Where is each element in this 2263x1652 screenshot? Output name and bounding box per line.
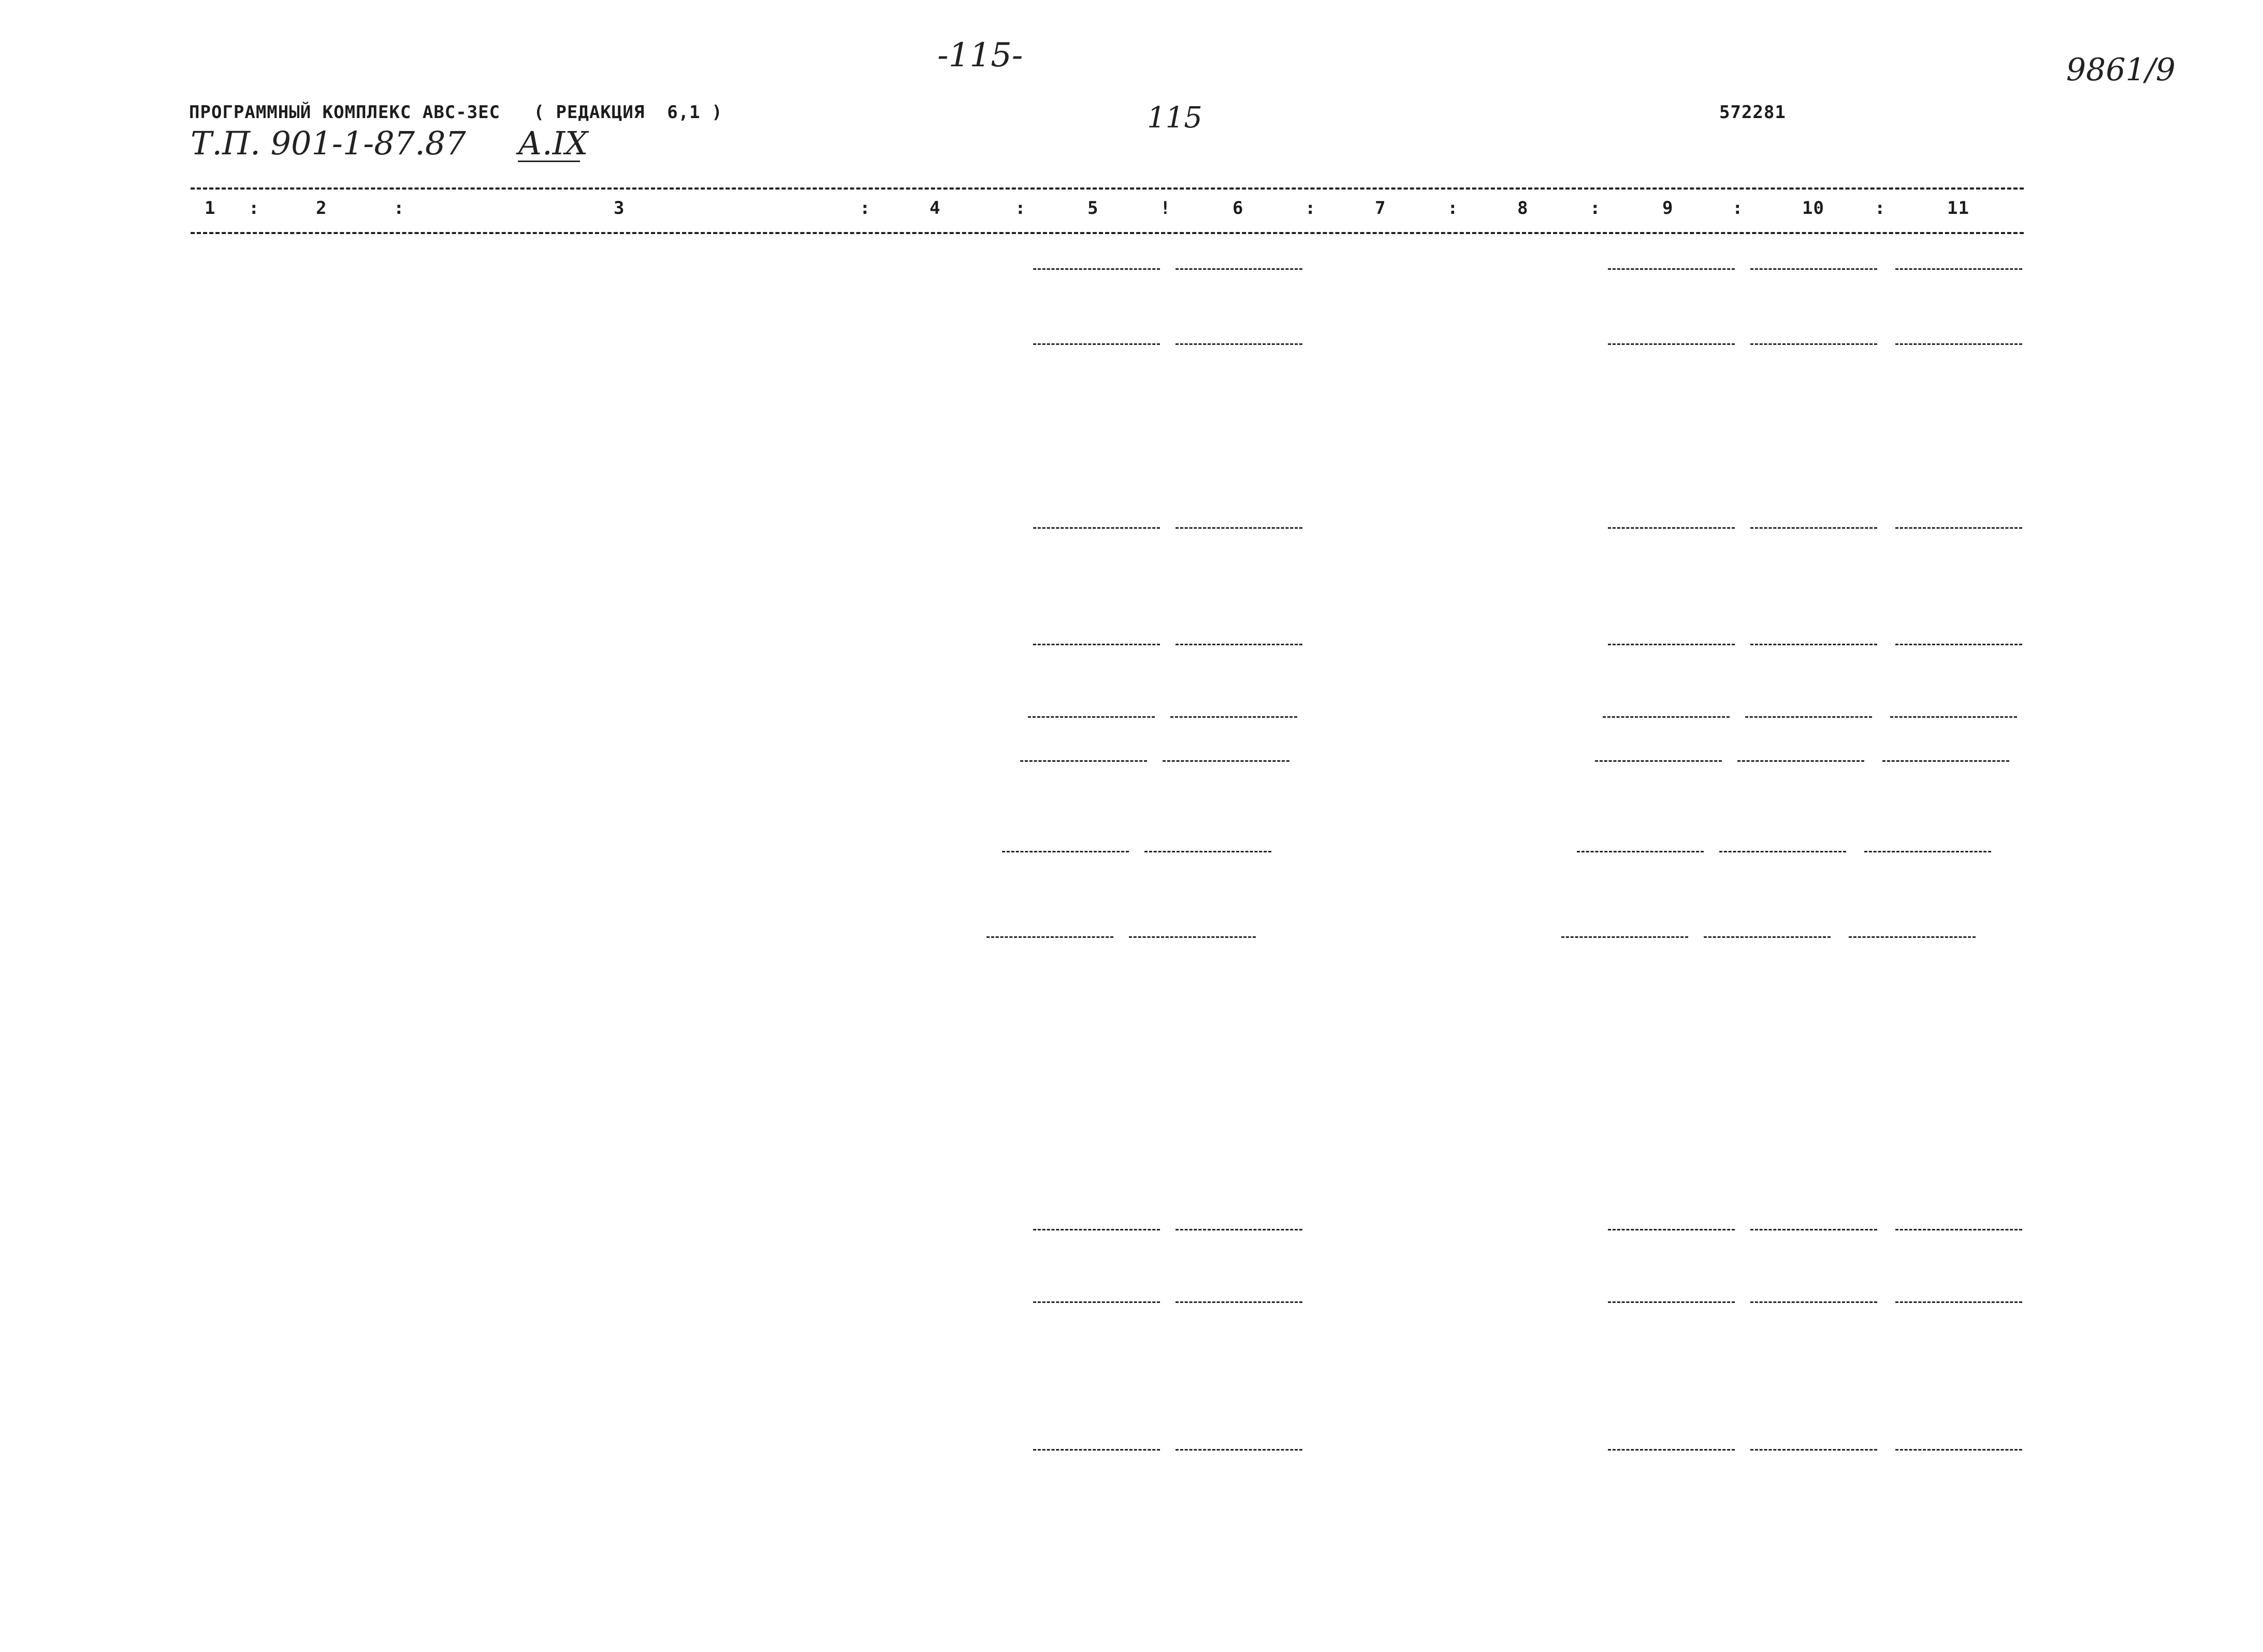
col-sep: : xyxy=(860,198,871,219)
fraction-rule xyxy=(1176,527,1302,529)
fraction-rule xyxy=(1750,268,1877,270)
fraction-rule xyxy=(1561,936,1688,938)
col-sep: : xyxy=(1305,198,1316,219)
fraction-rule xyxy=(1750,1301,1877,1303)
col-header-2: 2 xyxy=(316,198,327,219)
fraction-rule xyxy=(1176,343,1302,345)
col-header-5: 5 xyxy=(1087,198,1099,219)
fraction-rule xyxy=(1882,760,2009,762)
fraction-rule xyxy=(1704,936,1831,938)
fraction-rule xyxy=(1170,716,1297,718)
handwritten-page-mark: -115- xyxy=(937,36,1023,75)
fraction-rule xyxy=(1849,936,1976,938)
fraction-rule xyxy=(1895,268,2022,270)
fraction-rule xyxy=(1020,760,1147,762)
handwritten-album: А.IX xyxy=(518,124,588,162)
col-sep: : xyxy=(1875,198,1886,219)
fraction-rule xyxy=(1176,268,1302,270)
col-header-10: 10 xyxy=(1802,198,1824,219)
fraction-rule xyxy=(1033,268,1160,270)
fraction-rule xyxy=(1895,644,2022,645)
col-sep: : xyxy=(1590,198,1601,219)
header-rule-top xyxy=(191,187,2024,190)
program-header: ПРОГРАММНЫЙ КОМПЛЕКС АВС-3ЕС ( РЕДАКЦИЯ 6,1 ) xyxy=(189,102,723,123)
fraction-rule xyxy=(1608,343,1735,345)
handwritten-project-code: Т.П. 901-1-87.87 xyxy=(191,124,466,162)
fraction-rule xyxy=(1033,527,1160,529)
col-header-6: 6 xyxy=(1232,198,1244,219)
fraction-rule xyxy=(1608,527,1735,529)
header-rule-bottom xyxy=(191,232,2024,234)
col-header-1: 1 xyxy=(205,198,216,219)
fraction-rule xyxy=(1176,1449,1302,1451)
col-sep: : xyxy=(249,198,260,219)
fraction-rule xyxy=(1176,1229,1302,1230)
col-header-7: 7 xyxy=(1375,198,1386,219)
fraction-rule xyxy=(1750,644,1877,645)
fraction-rule xyxy=(1577,851,1704,852)
fraction-rule xyxy=(1033,1229,1160,1230)
fraction-rule xyxy=(987,936,1113,938)
fraction-rule xyxy=(1595,760,1722,762)
fraction-rule xyxy=(1750,1229,1877,1230)
fraction-rule xyxy=(1895,343,2022,345)
col-header-4: 4 xyxy=(930,198,941,219)
fraction-rule xyxy=(1750,1449,1877,1451)
col-header-8: 8 xyxy=(1517,198,1529,219)
fraction-rule xyxy=(1002,851,1129,852)
fraction-rule xyxy=(1608,1301,1735,1303)
fraction-rule xyxy=(1745,716,1872,718)
fraction-rule xyxy=(1608,1229,1735,1230)
fraction-rule xyxy=(1719,851,1846,852)
fraction-rule xyxy=(1129,936,1256,938)
fraction-rule xyxy=(1033,1301,1160,1303)
col-header-11: 11 xyxy=(1947,198,1969,219)
col-sep: : xyxy=(1015,198,1026,219)
col-sep: : xyxy=(1732,198,1744,219)
fraction-rule xyxy=(1864,851,1991,852)
fraction-rule xyxy=(1895,1449,2022,1451)
document-number: 572281 xyxy=(1719,102,1786,123)
fraction-rule xyxy=(1608,644,1735,645)
fraction-rule xyxy=(1603,716,1730,718)
fraction-rule xyxy=(1033,343,1160,345)
fraction-rule xyxy=(1176,1301,1302,1303)
fraction-rule xyxy=(1890,716,2017,718)
fraction-rule xyxy=(1176,644,1302,645)
col-sep: ! xyxy=(1160,198,1171,219)
fraction-rule xyxy=(1608,268,1735,270)
fraction-rule xyxy=(1895,527,2022,529)
fraction-rule xyxy=(1033,644,1160,645)
handwritten-page-number: 115 xyxy=(1147,101,1202,135)
fraction-rule xyxy=(1144,851,1271,852)
fraction-rule xyxy=(1750,343,1877,345)
col-sep: : xyxy=(1447,198,1459,219)
fraction-rule xyxy=(1608,1449,1735,1451)
fraction-rule xyxy=(1033,1449,1160,1451)
col-header-3: 3 xyxy=(614,198,625,219)
fraction-rule xyxy=(1750,527,1877,529)
album-underline xyxy=(518,161,580,162)
fraction-rule xyxy=(1895,1301,2022,1303)
fraction-rule xyxy=(1163,760,1289,762)
col-sep: : xyxy=(394,198,405,219)
col-header-9: 9 xyxy=(1662,198,1674,219)
fraction-rule xyxy=(1028,716,1155,718)
fraction-rule xyxy=(1737,760,1864,762)
handwritten-corner-number: 9861/9 xyxy=(2066,52,2176,88)
fraction-rule xyxy=(1895,1229,2022,1230)
